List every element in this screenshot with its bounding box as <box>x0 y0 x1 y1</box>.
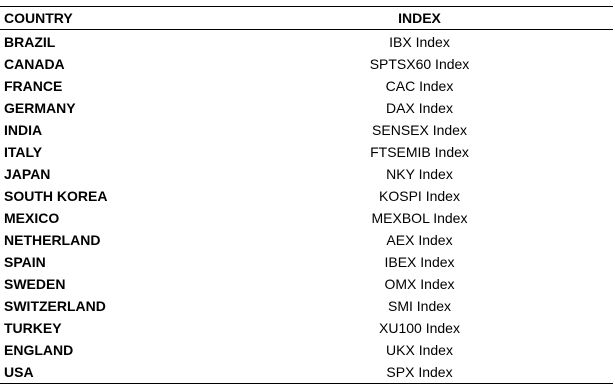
country-cell: SOUTH KOREA <box>4 188 108 204</box>
country-cell: INDIA <box>4 122 43 138</box>
table-row <box>0 75 613 97</box>
country-index-table <box>0 6 613 384</box>
index-cell: SPTSX60 Index <box>369 56 470 72</box>
index-cell: MEXBOL Index <box>371 210 468 226</box>
index-cell: SPX Index <box>386 364 453 380</box>
country-cell: JAPAN <box>4 166 51 182</box>
table-row <box>0 185 613 207</box>
table-row <box>0 97 613 119</box>
table-row <box>0 53 613 75</box>
table-row <box>0 119 613 141</box>
index-cell: AEX Index <box>386 232 453 248</box>
country-cell: USA <box>4 364 34 380</box>
table-row <box>0 207 613 229</box>
table-row <box>0 361 613 383</box>
country-cell: SWEDEN <box>4 276 66 292</box>
index-cell: XU100 Index <box>379 320 460 336</box>
country-cell: SWITZERLAND <box>4 298 106 314</box>
index-cell: CAC Index <box>385 78 454 94</box>
table-header-row <box>0 7 613 29</box>
country-cell: TURKEY <box>4 320 62 336</box>
country-cell: FRANCE <box>4 78 63 94</box>
table-row <box>0 251 613 273</box>
table-body <box>0 30 613 383</box>
index-cell: DAX Index <box>386 100 453 116</box>
country-cell: NETHERLAND <box>4 232 101 248</box>
index-cell: IBEX Index <box>384 254 455 270</box>
table-row <box>0 141 613 163</box>
table-row <box>0 163 613 185</box>
table-row <box>0 229 613 251</box>
index-cell: FTSEMIB Index <box>370 144 469 160</box>
table-row <box>0 317 613 339</box>
header-index: INDEX <box>398 10 441 26</box>
index-cell: UKX Index <box>386 342 453 358</box>
header-country: COUNTRY <box>4 10 73 26</box>
index-cell: SENSEX Index <box>372 122 467 138</box>
country-cell: ENGLAND <box>4 342 74 358</box>
country-cell: SPAIN <box>4 254 46 270</box>
index-cell: OMX Index <box>384 276 455 292</box>
table-row <box>0 339 613 361</box>
table-row <box>0 295 613 317</box>
index-cell: KOSPI Index <box>379 188 460 204</box>
country-cell: CANADA <box>4 56 65 72</box>
country-cell: MEXICO <box>4 210 60 226</box>
country-cell: GERMANY <box>4 100 76 116</box>
table-row <box>0 31 613 53</box>
country-cell: ITALY <box>4 144 43 160</box>
index-cell: NKY Index <box>386 166 453 182</box>
index-cell: IBX Index <box>389 34 450 50</box>
country-cell: BRAZIL <box>4 34 56 50</box>
table-row <box>0 273 613 295</box>
index-cell: SMI Index <box>387 298 452 314</box>
